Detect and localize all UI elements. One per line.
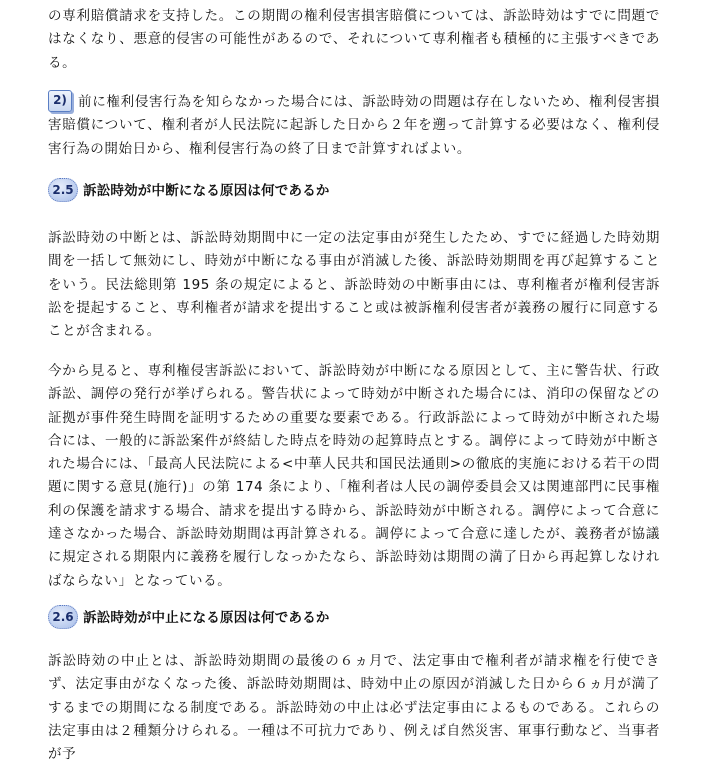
list-item-2-text: 前に権利侵害行為を知らなかった場合には、訴訟時効の問題は存在しないため、権利侵害損害賠償について、権利者が人民法院に起訴した日から２年を遡って計算する必要はなく、権利侵害行為の開始日から、権利侵害行為の終了日まで計算すればよい。 (48, 94, 660, 157)
section-2-6-paragraph-1: 訴訟時効の中止とは、訴訟時効期間の最後の６ヵ月で、法定事由で権利者が請求権を行使できず、法定事由がなくなった後、訴訟時効期間は、時効中止の原因が消滅した日から６ヵ月が満了するまでの期間になる制度である。訴訟時効の中止は必ず法定事由によるものである。これらの法定事由は２種類分けられる。一種は不可抗力であり、例えば自然災害、軍事行動など、当事者が予 (48, 653, 660, 763)
section-number-badge: 2.5 (48, 178, 78, 202)
section-2-5-paragraph-1: 訴訟時効の中断とは、訴訟時効期間中に一定の法定事由が発生したため、すでに経過した時効期間を一括して無効にし、時効が中断になる事由が消滅した後、訴訟時効期間を再び起算することをいう。民法総則第 195 条の規定によると、訴訟時効の中断事由には、専利権者が権利侵害訴訟を提起すること、専利権者が請求を提出すること或は被訴権利侵害者が義務の履行に同意することが含まれる。 (48, 230, 660, 340)
section-2-5-paragraph-2: 今から見ると、専利権侵害訴訟において、訴訟時効が中断になる原因として、主に警告状、行政訴訟、調停の発行が挙げられる。警告状によって時効が中断された場合には、消印の保留などの証拠が事件発生時間を証明するための重要な要素である。行政訴訟によって時効が中断された場合には、一般的に訴訟案件が終結した時点を時効の起算時点とする。調停によって時効が中断された場合には、「最高人民法院による<中華人民共和国民法通則>の徹底的実施における若干の問題に関する意見(施行)」の第 174 条により、「権利者は人民の調停委員会又は関連部門に民事権利の保護を請求する場合、請求を提出する時から、訴訟時効が中断される。調停によって合意に達さなかった場合、訴訟時効期間は再計算される。調停によって合意に達したが、義務者が協議に規定される期限内に義務を履行しなっかたなら、訴訟時効は期間の満了日から再起算しなければならない」となっている。 (48, 363, 660, 589)
list-number-badge: 2) (48, 90, 72, 112)
paragraph-continuation: の専利賠償請求を支持した。この期間の権利侵害損害賠償については、訴訟時効はすでに問題ではなくなり、悪意的侵害の可能性があるので、それについて専利権者も積極的に主張すべきである。 (48, 8, 660, 71)
section-title: 訴訟時効が中止になる原因は何であるか (83, 610, 330, 626)
section-title: 訴訟時効が中断になる原因は何であるか (83, 183, 330, 199)
section-number-badge: 2.6 (48, 605, 78, 629)
